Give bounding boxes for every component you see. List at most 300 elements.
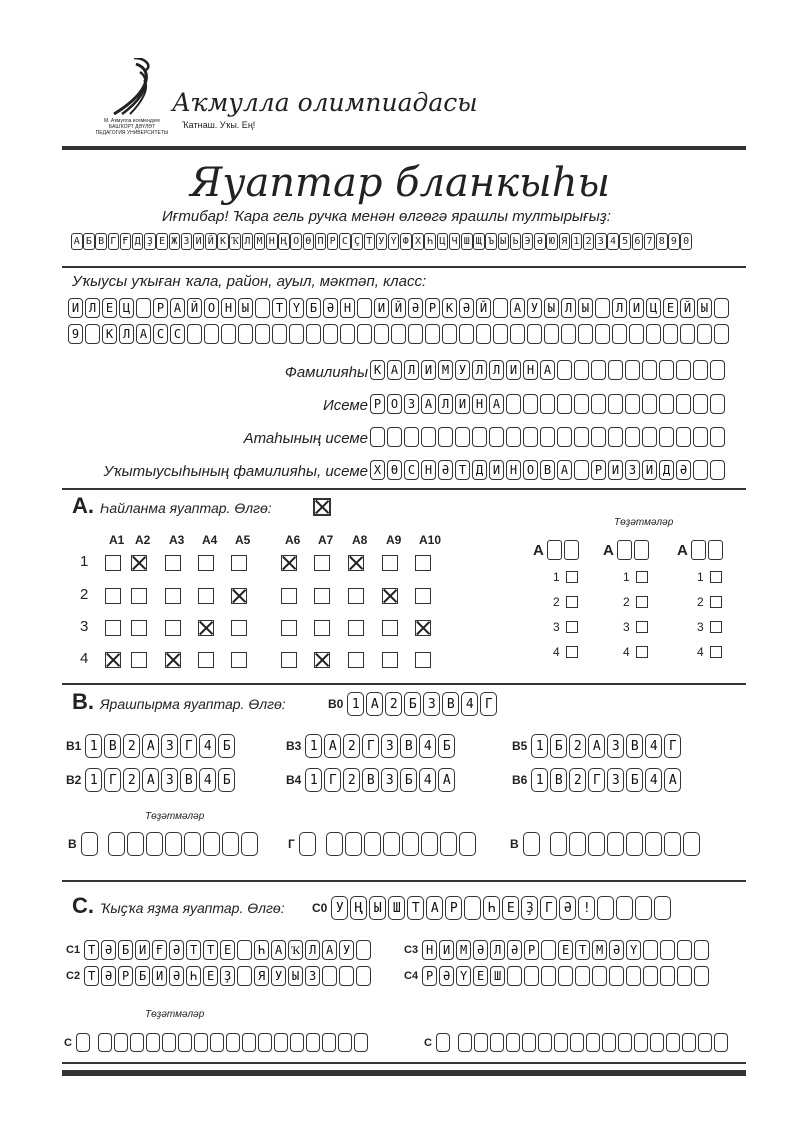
answer-box[interactable]: А: [142, 768, 159, 792]
correction-box[interactable]: [210, 1033, 224, 1052]
correction-strip[interactable]: [64, 1033, 368, 1052]
answer-box[interactable]: Г: [480, 692, 497, 716]
answer-box[interactable]: Ә: [609, 940, 624, 960]
letter-box[interactable]: [608, 394, 623, 414]
answer-checkbox[interactable]: [198, 620, 214, 636]
correction-box[interactable]: [602, 1033, 616, 1052]
answer-box[interactable]: З: [305, 966, 320, 986]
answer-box[interactable]: Б: [626, 768, 643, 792]
answer-checkbox[interactable]: [131, 620, 147, 636]
correction-box[interactable]: [547, 540, 562, 560]
letter-box[interactable]: [255, 324, 270, 344]
correction-box[interactable]: [242, 1033, 256, 1052]
answer-box[interactable]: [464, 896, 481, 920]
answer-checkbox[interactable]: [314, 620, 330, 636]
answer-box[interactable]: [609, 966, 624, 986]
answer-checkbox[interactable]: [348, 555, 364, 571]
letter-box[interactable]: [306, 324, 321, 344]
letter-box[interactable]: [591, 394, 606, 414]
letter-box[interactable]: [357, 324, 372, 344]
teacher-field[interactable]: [370, 460, 725, 480]
correction-strip[interactable]: [510, 832, 700, 856]
answer-box[interactable]: 4: [419, 768, 436, 792]
answer-strip[interactable]: [404, 940, 709, 960]
correction-box[interactable]: [564, 540, 579, 560]
letter-box[interactable]: А: [387, 360, 402, 380]
answer-checkbox[interactable]: [105, 652, 121, 668]
letter-box[interactable]: М: [438, 360, 453, 380]
letter-box[interactable]: Ы: [697, 298, 712, 318]
letter-box[interactable]: А: [540, 360, 555, 380]
letter-box[interactable]: Л: [612, 298, 627, 318]
letter-box[interactable]: [289, 324, 304, 344]
letter-box[interactable]: Н: [221, 298, 236, 318]
letter-box[interactable]: [574, 394, 589, 414]
letter-box[interactable]: О: [387, 394, 402, 414]
answer-box[interactable]: [339, 966, 354, 986]
correction-box[interactable]: [345, 832, 362, 856]
answer-box[interactable]: Ә: [101, 940, 116, 960]
answer-box[interactable]: Т: [203, 940, 218, 960]
answer-box[interactable]: 4: [645, 768, 662, 792]
answer-checkbox[interactable]: [382, 555, 398, 571]
letter-box[interactable]: Т: [455, 460, 470, 480]
letter-box[interactable]: [425, 324, 440, 344]
letter-box[interactable]: А: [489, 394, 504, 414]
answer-box[interactable]: [322, 966, 337, 986]
answer-checkbox[interactable]: [314, 588, 330, 604]
answer-checkbox[interactable]: [348, 588, 364, 604]
answer-box[interactable]: [541, 966, 556, 986]
answer-strip[interactable]: [312, 896, 671, 920]
answer-box[interactable]: Ш: [490, 966, 505, 986]
correction-box[interactable]: [222, 832, 239, 856]
answer-box[interactable]: В: [180, 768, 197, 792]
letter-box[interactable]: [608, 360, 623, 380]
correction-box[interactable]: [538, 1033, 552, 1052]
answer-checkbox[interactable]: [348, 620, 364, 636]
correction-box[interactable]: [626, 832, 643, 856]
answer-checkbox[interactable]: [105, 588, 121, 604]
answer-box[interactable]: 3: [381, 768, 398, 792]
letter-box[interactable]: Н: [340, 298, 355, 318]
correction-box[interactable]: [306, 1033, 320, 1052]
answer-box[interactable]: Ҙ: [521, 896, 538, 920]
letter-box[interactable]: [710, 427, 725, 447]
correction-checkbox[interactable]: [636, 646, 648, 658]
letter-box[interactable]: Л: [472, 360, 487, 380]
answer-box[interactable]: Г: [104, 768, 121, 792]
letter-box[interactable]: [238, 324, 253, 344]
letter-box[interactable]: [540, 394, 555, 414]
letter-box[interactable]: Р: [425, 298, 440, 318]
answer-strip[interactable]: [66, 940, 371, 960]
correction-box[interactable]: [184, 832, 201, 856]
answer-box[interactable]: [356, 966, 371, 986]
answer-box[interactable]: Ә: [473, 940, 488, 960]
answer-box[interactable]: Ә: [101, 966, 116, 986]
letter-box[interactable]: [561, 324, 576, 344]
correction-box[interactable]: [81, 832, 98, 856]
letter-box[interactable]: [442, 324, 457, 344]
answer-box[interactable]: 2: [343, 734, 360, 758]
answer-box[interactable]: М: [592, 940, 607, 960]
letter-box[interactable]: С: [170, 324, 185, 344]
letter-box[interactable]: Ц: [119, 298, 134, 318]
answer-box[interactable]: У: [271, 966, 286, 986]
correction-box[interactable]: [588, 832, 605, 856]
answer-box[interactable]: Б: [218, 768, 235, 792]
answer-checkbox[interactable]: [382, 652, 398, 668]
letter-box[interactable]: Х: [370, 460, 385, 480]
letter-box[interactable]: [387, 427, 402, 447]
letter-box[interactable]: [625, 427, 640, 447]
letter-box[interactable]: О: [204, 298, 219, 318]
correction-box[interactable]: [258, 1033, 272, 1052]
letter-box[interactable]: [625, 394, 640, 414]
letter-box[interactable]: [574, 360, 589, 380]
letter-box[interactable]: [510, 324, 525, 344]
letter-box[interactable]: К: [370, 360, 385, 380]
answer-box[interactable]: Б: [404, 692, 421, 716]
letter-box[interactable]: [557, 394, 572, 414]
letter-box[interactable]: И: [642, 460, 657, 480]
answer-checkbox[interactable]: [231, 620, 247, 636]
answer-box[interactable]: А: [322, 940, 337, 960]
answer-box[interactable]: 2: [123, 734, 140, 758]
letter-box[interactable]: [472, 427, 487, 447]
correction-box[interactable]: [130, 1033, 144, 1052]
letter-box[interactable]: Й: [680, 298, 695, 318]
letter-box[interactable]: [574, 427, 589, 447]
correction-checkbox[interactable]: [636, 571, 648, 583]
answer-box[interactable]: 1: [85, 734, 102, 758]
correction-box[interactable]: [570, 1033, 584, 1052]
correction-box[interactable]: [383, 832, 400, 856]
letter-box[interactable]: Ә: [323, 298, 338, 318]
answer-checkbox[interactable]: [382, 588, 398, 604]
correction-box[interactable]: [708, 540, 723, 560]
correction-box[interactable]: [634, 540, 649, 560]
correction-strip[interactable]: [68, 832, 258, 856]
answer-checkbox[interactable]: [131, 652, 147, 668]
letter-box[interactable]: З: [404, 394, 419, 414]
letter-box[interactable]: [642, 394, 657, 414]
letter-box[interactable]: А: [557, 460, 572, 480]
correction-box[interactable]: [698, 1033, 712, 1052]
letter-box[interactable]: [408, 324, 423, 344]
answer-box[interactable]: !: [578, 896, 595, 920]
answer-box[interactable]: А: [588, 734, 605, 758]
letter-box[interactable]: [697, 324, 712, 344]
answer-box[interactable]: 2: [569, 734, 586, 758]
letter-box[interactable]: А: [510, 298, 525, 318]
answer-box[interactable]: Һ: [483, 896, 500, 920]
letter-box[interactable]: Ө: [387, 460, 402, 480]
answer-box[interactable]: А: [324, 734, 341, 758]
letter-box[interactable]: Р: [153, 298, 168, 318]
letter-box[interactable]: [404, 427, 419, 447]
answer-box[interactable]: И: [439, 940, 454, 960]
letter-box[interactable]: [136, 298, 151, 318]
answer-box[interactable]: [558, 966, 573, 986]
letter-box[interactable]: И: [374, 298, 389, 318]
letter-box[interactable]: [578, 324, 593, 344]
answer-box[interactable]: Е: [203, 966, 218, 986]
answer-checkbox[interactable]: [198, 588, 214, 604]
letter-box[interactable]: И: [608, 460, 623, 480]
answer-box[interactable]: [660, 940, 675, 960]
answer-box[interactable]: [635, 896, 652, 920]
letter-box[interactable]: Л: [85, 298, 100, 318]
answer-box[interactable]: И: [152, 966, 167, 986]
letter-box[interactable]: Н: [506, 460, 521, 480]
letter-box[interactable]: [489, 427, 504, 447]
answer-box[interactable]: 2: [123, 768, 140, 792]
letter-box[interactable]: [459, 324, 474, 344]
answer-box[interactable]: Г: [362, 734, 379, 758]
letter-box[interactable]: [221, 324, 236, 344]
letter-box[interactable]: С: [404, 460, 419, 480]
letter-box[interactable]: Ы: [578, 298, 593, 318]
answer-strip[interactable]: [66, 734, 235, 758]
answer-box[interactable]: Һ: [254, 940, 269, 960]
letter-box[interactable]: Е: [102, 298, 117, 318]
letter-box[interactable]: Й: [391, 298, 406, 318]
letter-box[interactable]: Б: [306, 298, 321, 318]
letter-box[interactable]: [557, 360, 572, 380]
letter-box[interactable]: Н: [421, 460, 436, 480]
answer-checkbox[interactable]: [165, 652, 181, 668]
answer-box[interactable]: Ү: [626, 940, 641, 960]
answer-box[interactable]: Б: [135, 966, 150, 986]
answer-box[interactable]: Б: [118, 940, 133, 960]
correction-box[interactable]: [76, 1033, 90, 1052]
answer-box[interactable]: А: [426, 896, 443, 920]
correction-box[interactable]: [586, 1033, 600, 1052]
answer-box[interactable]: В: [400, 734, 417, 758]
answer-checkbox[interactable]: [348, 652, 364, 668]
letter-box[interactable]: Ы: [544, 298, 559, 318]
letter-box[interactable]: И: [68, 298, 83, 318]
correction-box[interactable]: [203, 832, 220, 856]
answer-box[interactable]: Г: [540, 896, 557, 920]
letter-box[interactable]: З: [625, 460, 640, 480]
letter-box[interactable]: [591, 427, 606, 447]
answer-box[interactable]: [597, 896, 614, 920]
correction-box[interactable]: [683, 832, 700, 856]
answer-box[interactable]: А: [271, 940, 286, 960]
answer-box[interactable]: [643, 940, 658, 960]
answer-box[interactable]: А: [366, 692, 383, 716]
answer-box[interactable]: [694, 966, 709, 986]
answer-box[interactable]: В: [442, 692, 459, 716]
correction-box[interactable]: [666, 1033, 680, 1052]
correction-box[interactable]: [436, 1033, 450, 1052]
letter-box[interactable]: Л: [561, 298, 576, 318]
letter-box[interactable]: [591, 360, 606, 380]
answer-box[interactable]: 1: [85, 768, 102, 792]
correction-box[interactable]: [650, 1033, 664, 1052]
correction-box[interactable]: [108, 832, 125, 856]
school-line-1[interactable]: [68, 298, 729, 318]
answer-box[interactable]: Я: [254, 966, 269, 986]
letter-box[interactable]: [340, 324, 355, 344]
answer-box[interactable]: [616, 896, 633, 920]
correction-checkbox[interactable]: [710, 621, 722, 633]
correction-box[interactable]: [299, 832, 316, 856]
letter-box[interactable]: [642, 360, 657, 380]
answer-box[interactable]: Т: [186, 940, 201, 960]
letter-box[interactable]: Ц: [646, 298, 661, 318]
correction-box[interactable]: [691, 540, 706, 560]
answer-box[interactable]: [507, 966, 522, 986]
answer-checkbox[interactable]: [165, 555, 181, 571]
correction-box[interactable]: [114, 1033, 128, 1052]
letter-box[interactable]: А: [170, 298, 185, 318]
answer-box[interactable]: Л: [490, 940, 505, 960]
answer-box[interactable]: Г: [180, 734, 197, 758]
answer-box[interactable]: Ү: [456, 966, 471, 986]
correction-checkbox[interactable]: [710, 596, 722, 608]
answer-box[interactable]: В: [362, 768, 379, 792]
answer-box[interactable]: Т: [84, 966, 99, 986]
answer-box[interactable]: Е: [558, 940, 573, 960]
correction-box[interactable]: [664, 832, 681, 856]
letter-box[interactable]: К: [102, 324, 117, 344]
letter-box[interactable]: И: [629, 298, 644, 318]
letter-box[interactable]: [544, 324, 559, 344]
letter-box[interactable]: [204, 324, 219, 344]
answer-strip[interactable]: [66, 768, 235, 792]
letter-box[interactable]: [272, 324, 287, 344]
correction-box[interactable]: [338, 1033, 352, 1052]
correction-box[interactable]: [569, 832, 586, 856]
answer-checkbox[interactable]: [415, 652, 431, 668]
correction-checkbox[interactable]: [566, 621, 578, 633]
letter-box[interactable]: [693, 460, 708, 480]
correction-box[interactable]: [490, 1033, 504, 1052]
answer-box[interactable]: 2: [385, 692, 402, 716]
letter-box[interactable]: [493, 298, 508, 318]
letter-box[interactable]: Т: [272, 298, 287, 318]
letter-box[interactable]: [85, 324, 100, 344]
answer-box[interactable]: В: [550, 768, 567, 792]
correction-box[interactable]: [506, 1033, 520, 1052]
answer-box[interactable]: Ғ: [152, 940, 167, 960]
correction-checkbox[interactable]: [710, 571, 722, 583]
answer-box[interactable]: Ң: [350, 896, 367, 920]
letter-box[interactable]: [693, 394, 708, 414]
letter-box[interactable]: [476, 324, 491, 344]
letter-box[interactable]: [438, 427, 453, 447]
answer-box[interactable]: [592, 966, 607, 986]
letter-box[interactable]: [187, 324, 202, 344]
answer-box[interactable]: Ҙ: [220, 966, 235, 986]
letter-box[interactable]: [659, 427, 674, 447]
answer-box[interactable]: 4: [645, 734, 662, 758]
answer-box[interactable]: Ә: [559, 896, 576, 920]
answer-box[interactable]: 3: [423, 692, 440, 716]
letter-box[interactable]: [595, 324, 610, 344]
letter-box[interactable]: [557, 427, 572, 447]
correction-box[interactable]: [440, 832, 457, 856]
letter-box[interactable]: А: [421, 394, 436, 414]
correction-box[interactable]: [364, 832, 381, 856]
letter-box[interactable]: [506, 394, 521, 414]
answer-box[interactable]: Р: [524, 940, 539, 960]
answer-box[interactable]: А: [438, 768, 455, 792]
letter-box[interactable]: [659, 394, 674, 414]
correction-box[interactable]: [618, 1033, 632, 1052]
answer-checkbox[interactable]: [314, 652, 330, 668]
letter-box[interactable]: Л: [119, 324, 134, 344]
letter-box[interactable]: [714, 324, 729, 344]
school-line-2[interactable]: [68, 324, 729, 344]
answer-box[interactable]: [541, 940, 556, 960]
correction-box[interactable]: [290, 1033, 304, 1052]
answer-box[interactable]: Р: [422, 966, 437, 986]
correction-box[interactable]: [617, 540, 632, 560]
letter-box[interactable]: Е: [663, 298, 678, 318]
letter-box[interactable]: Д: [472, 460, 487, 480]
correction-box[interactable]: [682, 1033, 696, 1052]
answer-checkbox[interactable]: [415, 555, 431, 571]
answer-box[interactable]: М: [456, 940, 471, 960]
answer-box[interactable]: [654, 896, 671, 920]
correction-checkbox[interactable]: [566, 596, 578, 608]
answer-strip[interactable]: [286, 768, 455, 792]
letter-box[interactable]: И: [506, 360, 521, 380]
letter-box[interactable]: Л: [489, 360, 504, 380]
letter-box[interactable]: [493, 324, 508, 344]
answer-strip[interactable]: [66, 966, 371, 986]
letter-box[interactable]: [693, 427, 708, 447]
letter-box[interactable]: Р: [370, 394, 385, 414]
answer-box[interactable]: Ш: [388, 896, 405, 920]
answer-box[interactable]: 3: [607, 734, 624, 758]
answer-strip[interactable]: [404, 966, 709, 986]
letter-box[interactable]: [370, 427, 385, 447]
correction-box[interactable]: [522, 1033, 536, 1052]
correction-strip[interactable]: [288, 832, 476, 856]
letter-box[interactable]: Ә: [438, 460, 453, 480]
letter-box[interactable]: Ә: [676, 460, 691, 480]
answer-checkbox[interactable]: [382, 620, 398, 636]
letter-box[interactable]: К: [442, 298, 457, 318]
answer-checkbox[interactable]: [231, 588, 247, 604]
letter-box[interactable]: [357, 298, 372, 318]
answer-box[interactable]: 2: [569, 768, 586, 792]
answer-checkbox[interactable]: [415, 588, 431, 604]
answer-box[interactable]: Һ: [186, 966, 201, 986]
answer-box[interactable]: Ы: [369, 896, 386, 920]
answer-box[interactable]: [237, 966, 252, 986]
answer-checkbox[interactable]: [314, 555, 330, 571]
correction-box[interactable]: [241, 832, 258, 856]
letter-box[interactable]: [676, 427, 691, 447]
answer-box[interactable]: Б: [218, 734, 235, 758]
correction-box[interactable]: [550, 832, 567, 856]
correction-box[interactable]: [274, 1033, 288, 1052]
answer-box[interactable]: 1: [305, 734, 322, 758]
letter-box[interactable]: [663, 324, 678, 344]
correction-box[interactable]: [634, 1033, 648, 1052]
correction-box[interactable]: [146, 832, 163, 856]
answer-box[interactable]: И: [135, 940, 150, 960]
answer-box[interactable]: [660, 966, 675, 986]
answer-checkbox[interactable]: [131, 555, 147, 571]
